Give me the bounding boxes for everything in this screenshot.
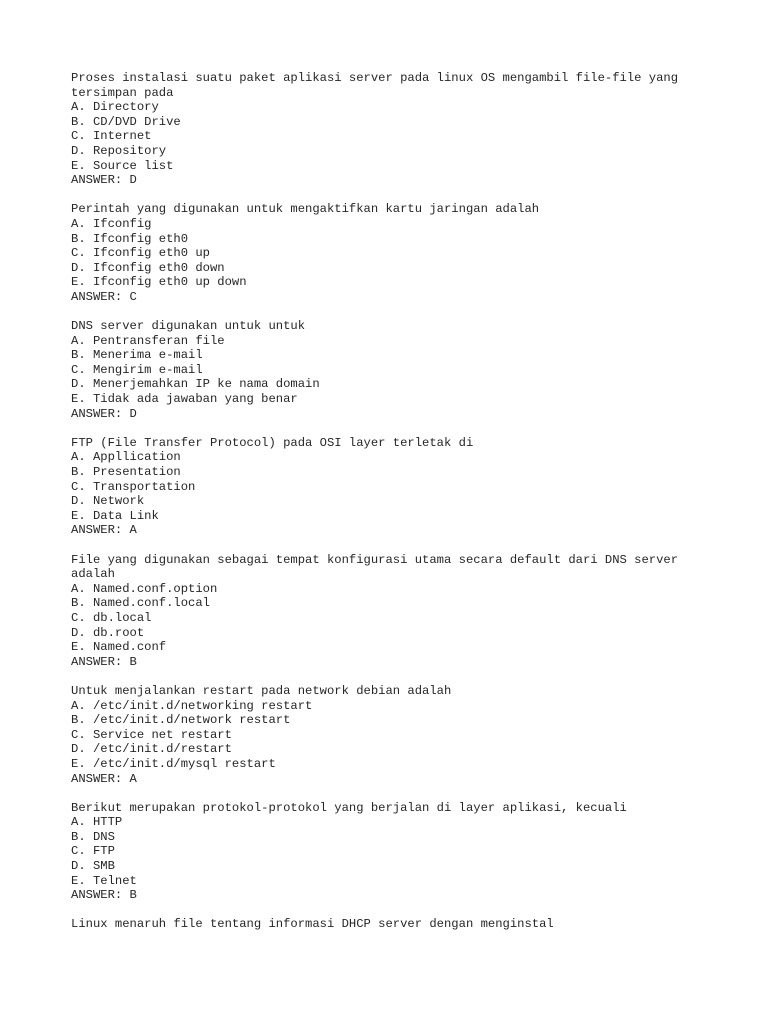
answer-line: ANSWER: A [71,523,137,538]
option-c: C. db.local [71,610,152,625]
document-page [71,71,711,947]
option-b: B. Ifconfig eth0 [71,231,189,246]
option-a: A. Ifconfig [71,216,152,231]
option-a: A. Appllication [71,450,181,465]
option-d: D. Ifconfig eth0 down [71,260,225,275]
option-b: B. Menerima e-mail [71,348,203,363]
question-8 [71,917,711,932]
question-7 [71,801,711,903]
option-b: B. Presentation [71,465,181,480]
question-3 [71,319,711,421]
question-stem: File yang digunakan sebagai tempat konfigurasi utama secara default dari DNS server adalah [71,552,686,582]
question-stem: DNS server digunakan untuk untuk [71,319,306,334]
option-e: E. Data Link [71,508,159,523]
question-stem: Proses instalasi suatu paket aplikasi server pada linux OS mengambil file-file yang tersimpan pada [71,71,686,100]
option-d: D. SMB [71,859,115,874]
option-c: C. Service net restart [71,727,232,742]
option-b: B. /etc/init.d/network restart [71,713,291,728]
option-a: A. Pentransferan file [71,333,225,348]
option-e: E. Ifconfig eth0 up down [71,275,247,290]
option-e: E. /etc/init.d/mysql restart [71,756,276,771]
option-e: E. Named.conf [71,640,167,655]
question-6 [71,684,711,786]
answer-line: ANSWER: B [71,654,137,669]
option-a: A. Directory [71,100,159,115]
option-a: A. /etc/init.d/networking restart [71,698,313,713]
option-d: D. Repository [71,143,167,158]
option-b: B. DNS [71,829,115,844]
answer-line: ANSWER: D [71,173,137,188]
option-b: B. Named.conf.local [71,596,210,611]
question-stem: FTP (File Transfer Protocol) pada OSI layer terletak di [71,435,474,450]
option-e: E. Source list [71,158,174,173]
option-d: D. db.root [71,625,145,640]
option-d: D. Network [71,494,145,509]
option-c: C. Internet [71,129,152,144]
option-c: C. Ifconfig eth0 up [71,246,210,261]
option-c: C. Mengirim e-mail [71,362,203,377]
question-stem: Untuk menjalankan restart pada network debian adalah [71,683,452,698]
question-stem: Perintah yang digunakan untuk mengaktifkan kartu jaringan adalah [71,202,540,217]
option-c: C. Transportation [71,479,196,494]
question-stem: Berikut merupakan protokol-protokol yang berjalan di layer aplikasi, kecuali [71,800,627,815]
option-e: E. Tidak ada jawaban yang benar [71,392,298,407]
question-5 [71,553,711,670]
question-2 [71,202,711,304]
question-4 [71,436,711,538]
question-1 [71,71,711,188]
answer-line: ANSWER: B [71,888,137,903]
answer-line: ANSWER: D [71,406,137,421]
option-a: A. Named.conf.option [71,581,218,596]
option-b: B. CD/DVD Drive [71,114,181,129]
option-e: E. Telnet [71,873,137,888]
option-c: C. FTP [71,844,115,859]
option-a: A. HTTP [71,815,123,830]
answer-line: ANSWER: A [71,771,137,786]
option-d: D. /etc/init.d/restart [71,742,232,757]
answer-line: ANSWER: C [71,289,137,304]
option-d: D. Menerjemahkan IP ke nama domain [71,377,320,392]
question-stem: Linux menaruh file tentang informasi DHCP server dengan menginstal [71,917,554,932]
